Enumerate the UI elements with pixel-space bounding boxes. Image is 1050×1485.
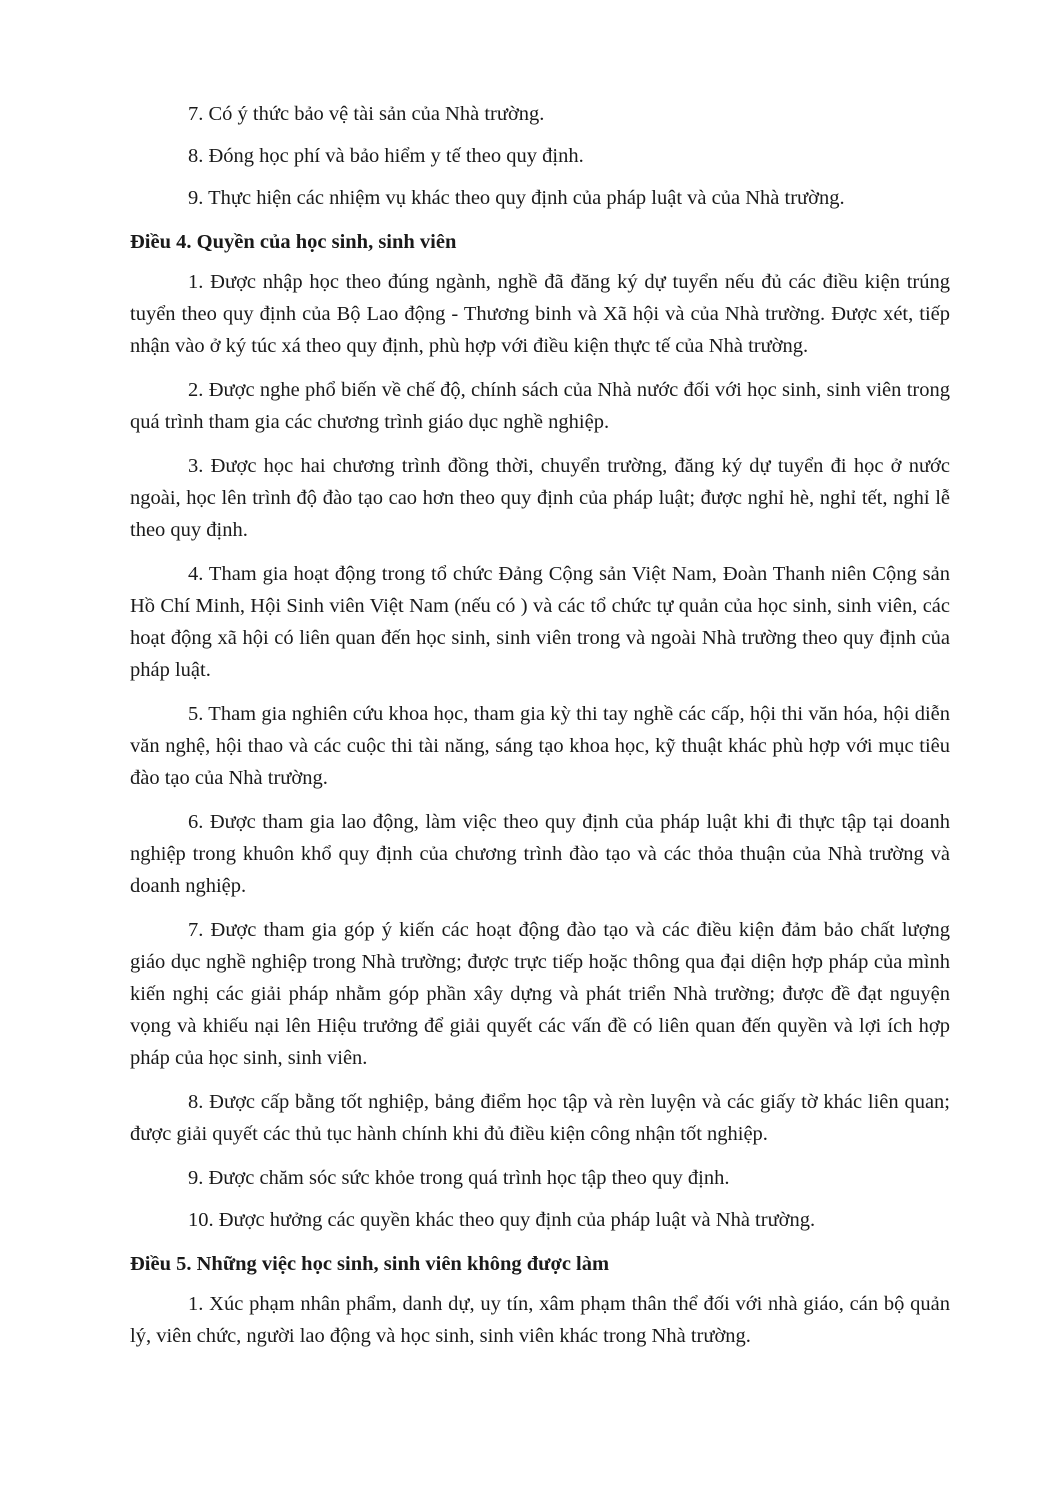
article-4-item-4: 4. Tham gia hoạt động trong tổ chức Đảng Cộng sản Việt Nam, Đoàn Thanh niên Cộng sản Hồ Chí Minh, Hội Sinh viên Việt Nam (nếu có ) và các tổ chức tự quản của học sinh, sinh viên, các hoạt động xã hội có liên quan đến học sinh, sinh viên trong và ngoài Nhà trường theo quy định của pháp luật. [130,563,950,681]
article-4-item-7: 7. Được tham gia góp ý kiến các hoạt động đào tạo và các điều kiện đảm bảo chất lượng giáo dục nghề nghiệp trong Nhà trường; được trực tiếp hoặc thông qua đại diện hợp pháp của mình kiến nghị các giải pháp nhằm góp phần xây dựng và phát triển Nhà trường; được đề đạt nguyện vọng và khiếu nại lên Hiệu trưởng để giải quyết các vấn đề có liên quan đến quyền và lợi ích hợp pháp của học sinh, sinh viên. [130,919,950,1069]
article-5-item-1: 1. Xúc phạm nhân phẩm, danh dự, uy tín, xâm phạm thân thể đối với nhà giáo, cán bộ quản lý, viên chức, người lao động và học sinh, sinh viên khác trong Nhà trường. [130,1293,950,1347]
paragraph-duty-9: 9. Thực hiện các nhiệm vụ khác theo quy định của pháp luật và của Nhà trường. [188,187,845,209]
article-4-item-9: 9. Được chăm sóc sức khỏe trong quá trình học tập theo quy định. [188,1167,730,1189]
article-4-item-3: 3. Được học hai chương trình đồng thời, chuyển trường, đăng ký dự tuyển đi học ở nước ngoài, học lên trình độ đào tạo cao hơn theo quy định của pháp luật; được nghỉ hè, nghỉ tết, nghỉ lễ theo quy định. [130,455,950,541]
paragraph-duty-8: 8. Đóng học phí và bảo hiểm y tế theo quy định. [188,145,584,167]
article-4-item-8: 8. Được cấp bằng tốt nghiệp, bảng điểm học tập và rèn luyện và các giấy tờ khác liên quan; được giải quyết các thủ tục hành chính khi đủ điều kiện công nhận tốt nghiệp. [130,1091,950,1145]
article-4-item-10: 10. Được hưởng các quyền khác theo quy định của pháp luật và Nhà trường. [188,1209,816,1231]
article-4-item-6: 6. Được tham gia lao động, làm việc theo quy định của pháp luật khi đi thực tập tại doanh nghiệp trong khuôn khổ quy định của chương trình đào tạo và các thỏa thuận của Nhà trường và doanh nghiệp. [130,811,950,897]
article-5-heading: Điều 5. Những việc học sinh, sinh viên không được làm [130,1253,610,1275]
article-4-item-5: 5. Tham gia nghiên cứu khoa học, tham gia kỳ thi tay nghề các cấp, hội thi văn hóa, hội diễn văn nghệ, hội thao và các cuộc thi tài năng, sáng tạo khoa học, kỹ thuật khác phù hợp với mục tiêu đào tạo của Nhà trường. [130,703,950,789]
article-4-item-1: 1. Được nhập học theo đúng ngành, nghề đã đăng ký dự tuyển nếu đủ các điều kiện trúng tuyển theo quy định của Bộ Lao động - Thương binh và Xã hội và của Nhà trường. Được xét, tiếp nhận vào ở ký túc xá theo quy định, phù hợp với điều kiện thực tế của Nhà trường. [130,271,950,357]
article-4-item-2: 2. Được nghe phổ biến về chế độ, chính sách của Nhà nước đối với học sinh, sinh viên trong quá trình tham gia các chương trình giáo dục nghề nghiệp. [130,379,950,433]
paragraph-duty-7: 7. Có ý thức bảo vệ tài sản của Nhà trường. [188,103,545,125]
article-4-heading: Điều 4. Quyền của học sinh, sinh viên [130,231,457,253]
